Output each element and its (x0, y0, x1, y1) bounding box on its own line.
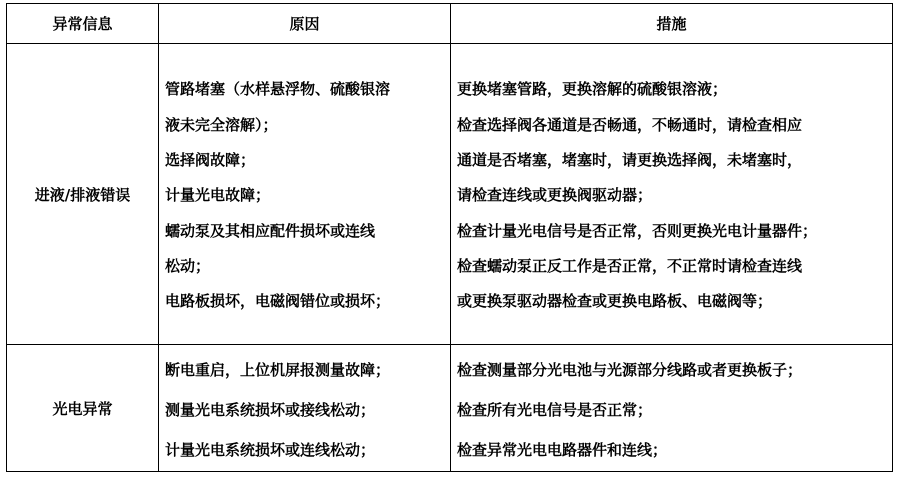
header-measures: 措施 (451, 4, 893, 44)
cause-line: 液未完全溶解）； (165, 115, 278, 134)
measure-line: 请检查连线或更换阀驱动器； (457, 186, 653, 205)
cause-line: 计量光电系统损坏或连线松动； (165, 441, 376, 459)
troubleshooting-table (6, 3, 893, 472)
cause-cell (159, 44, 451, 345)
measure-line: 检查所有光电信号是否正常； (457, 401, 653, 419)
table-row (7, 44, 893, 345)
cause-line: 选择阀故障； (165, 150, 256, 169)
measure-line: 检查选择阀各通道是否畅通，不畅通时，请检查相应 (457, 115, 803, 134)
measure-line: 检查测量部分光电池与光源部分线路或者更换板子； (457, 361, 803, 379)
measure-line: 检查计量光电信号是否正常，否则更换光电计量器件； (457, 221, 818, 240)
cause-line: 断电重启，上位机屏报测量故障； (165, 361, 391, 379)
row-label: 光电异常 (7, 345, 159, 472)
cause-line: 蠕动泵及其相应配件损坏或连线 (165, 221, 376, 240)
cause-line: 计量光电故障； (165, 186, 271, 205)
table-row (7, 345, 893, 472)
measure-line: 检查蠕动泵正反工作是否正常，不正常时请检查连线 (457, 257, 803, 276)
cause-line: 松动； (165, 257, 211, 276)
header-cause: 原因 (159, 4, 451, 44)
measure-cell (451, 44, 893, 345)
cause-line: 管路堵塞（水样悬浮物、硫酸银溶 (165, 80, 391, 99)
cause-line: 电路板损坏，电磁阀错位或损坏； (165, 292, 391, 311)
cause-cell (159, 345, 451, 472)
header-row (7, 4, 893, 44)
header-abnormal-info: 异常信息 (7, 4, 159, 44)
measure-line: 或更换泵驱动器检查或更换电路板、电磁阀等； (457, 292, 773, 311)
measure-line: 更换堵塞管路，更换溶解的硫酸银溶液； (457, 80, 728, 99)
measure-line: 通道是否堵塞，堵塞时，请更换选择阀，未堵塞时， (457, 150, 803, 169)
measure-line: 检查异常光电电路器件和连线； (457, 441, 668, 459)
measure-cell (451, 345, 893, 472)
row-label: 进液/排液错误 (7, 44, 159, 345)
cause-line: 测量光电系统损坏或接线松动； (165, 401, 376, 419)
